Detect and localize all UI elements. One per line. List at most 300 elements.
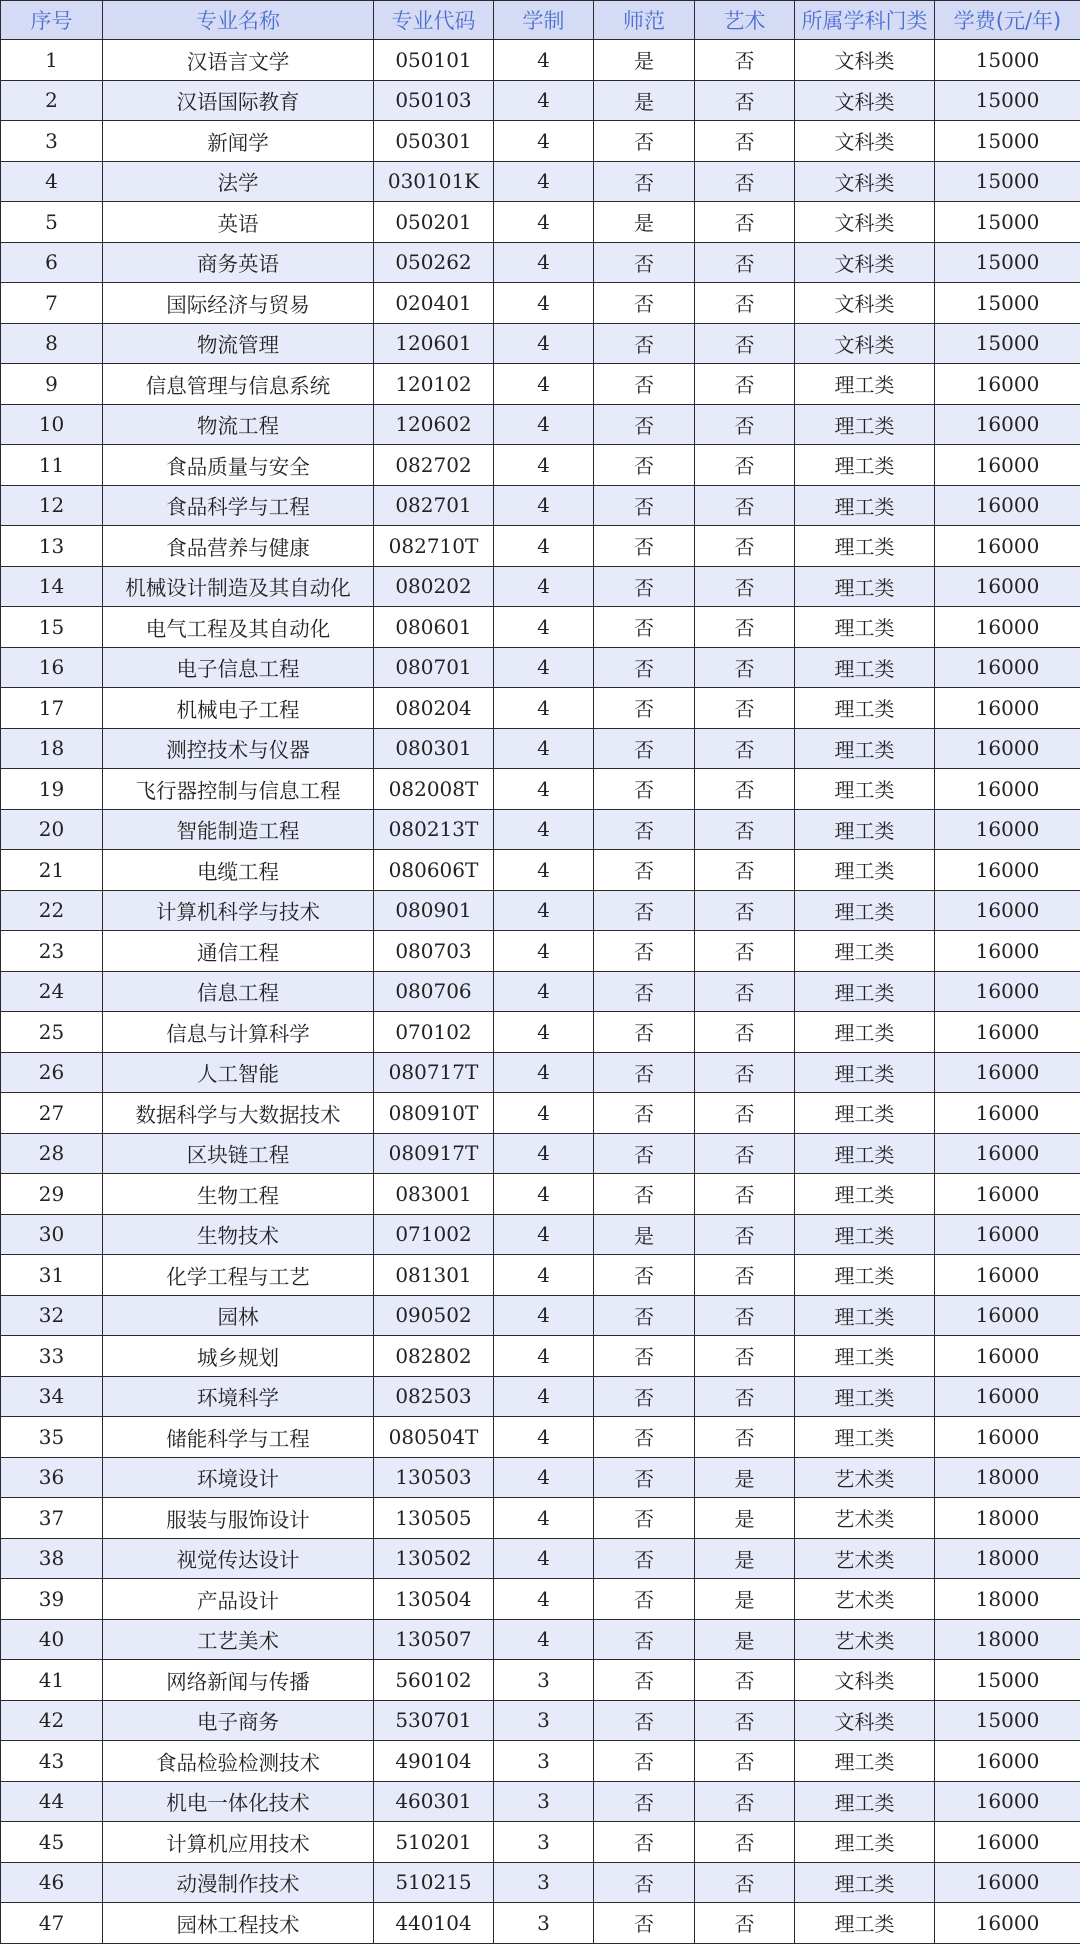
index-cell: 30 [1, 1214, 103, 1255]
duration-cell: 4 [494, 769, 594, 810]
duration-cell: 4 [494, 607, 594, 648]
major-code-cell: 070102 [374, 1012, 494, 1053]
normal-cell: 否 [594, 566, 695, 607]
normal-cell: 否 [594, 769, 695, 810]
category-cell: 文科类 [795, 323, 935, 364]
normal-cell: 否 [594, 242, 695, 283]
duration-cell: 4 [494, 1052, 594, 1093]
duration-cell: 4 [494, 890, 594, 931]
normal-cell: 否 [594, 809, 695, 850]
category-cell: 理工类 [795, 1822, 935, 1863]
major-name-cell: 电子信息工程 [103, 647, 374, 688]
table-row [1, 1174, 1080, 1215]
tuition-cell: 16000 [935, 445, 1080, 486]
major-name-cell: 电缆工程 [103, 850, 374, 891]
major-name-cell: 园林工程技术 [103, 1903, 374, 1944]
tuition-cell: 16000 [935, 1781, 1080, 1822]
tuition-cell: 16000 [935, 485, 1080, 526]
index-cell: 28 [1, 1133, 103, 1174]
duration-cell: 3 [494, 1700, 594, 1741]
index-cell: 21 [1, 850, 103, 891]
major-name-cell: 信息与计算科学 [103, 1012, 374, 1053]
index-cell: 27 [1, 1093, 103, 1134]
tuition-cell: 16000 [935, 890, 1080, 931]
duration-cell: 4 [494, 80, 594, 121]
tuition-cell: 15000 [935, 283, 1080, 324]
art-cell: 否 [695, 364, 795, 405]
category-cell: 理工类 [795, 1903, 935, 1944]
major-name-cell: 机电一体化技术 [103, 1781, 374, 1822]
duration-cell: 3 [494, 1903, 594, 1944]
category-cell: 理工类 [795, 364, 935, 405]
header-row [1, 1, 1080, 40]
art-cell: 否 [695, 404, 795, 445]
tuition-cell: 16000 [935, 688, 1080, 729]
art-cell: 否 [695, 1255, 795, 1296]
tuition-cell: 16000 [935, 404, 1080, 445]
major-code-cell: 080504T [374, 1417, 494, 1458]
art-cell: 否 [695, 485, 795, 526]
major-name-cell: 电子商务 [103, 1700, 374, 1741]
art-cell: 否 [695, 1700, 795, 1741]
category-cell: 理工类 [795, 1093, 935, 1134]
normal-cell: 是 [594, 40, 695, 81]
major-name-cell: 服装与服饰设计 [103, 1498, 374, 1539]
category-cell: 理工类 [795, 485, 935, 526]
major-code-cell: 082008T [374, 769, 494, 810]
major-name-cell: 机械设计制造及其自动化 [103, 566, 374, 607]
tuition-cell: 16000 [935, 1255, 1080, 1296]
major-name-cell: 汉语言文学 [103, 40, 374, 81]
category-cell: 文科类 [795, 1700, 935, 1741]
tuition-cell: 18000 [935, 1457, 1080, 1498]
art-cell: 否 [695, 1781, 795, 1822]
normal-cell: 否 [594, 121, 695, 162]
header-duration: 学制 [494, 1, 594, 40]
art-cell: 否 [695, 1093, 795, 1134]
major-code-cell: 050301 [374, 121, 494, 162]
duration-cell: 4 [494, 364, 594, 405]
art-cell: 否 [695, 161, 795, 202]
table-row [1, 728, 1080, 769]
table-row [1, 1052, 1080, 1093]
normal-cell: 否 [594, 364, 695, 405]
tuition-cell: 16000 [935, 1295, 1080, 1336]
tuition-cell: 18000 [935, 1579, 1080, 1620]
normal-cell: 否 [594, 283, 695, 324]
index-cell: 44 [1, 1781, 103, 1822]
major-name-cell: 数据科学与大数据技术 [103, 1093, 374, 1134]
normal-cell: 否 [594, 688, 695, 729]
art-cell: 否 [695, 445, 795, 486]
tuition-cell: 16000 [935, 1133, 1080, 1174]
art-cell: 否 [695, 1862, 795, 1903]
index-cell: 8 [1, 323, 103, 364]
index-cell: 20 [1, 809, 103, 850]
category-cell: 理工类 [795, 404, 935, 445]
duration-cell: 4 [494, 688, 594, 729]
normal-cell: 否 [594, 1660, 695, 1701]
table-row [1, 121, 1080, 162]
category-cell: 艺术类 [795, 1579, 935, 1620]
category-cell: 理工类 [795, 445, 935, 486]
normal-cell: 是 [594, 80, 695, 121]
major-code-cell: 090502 [374, 1295, 494, 1336]
table-row [1, 1417, 1080, 1458]
category-cell: 艺术类 [795, 1457, 935, 1498]
table-row [1, 242, 1080, 283]
tuition-cell: 16000 [935, 1741, 1080, 1782]
index-cell: 42 [1, 1700, 103, 1741]
normal-cell: 否 [594, 1255, 695, 1296]
tuition-cell: 16000 [935, 769, 1080, 810]
normal-cell: 否 [594, 1781, 695, 1822]
major-name-cell: 区块链工程 [103, 1133, 374, 1174]
major-code-cell: 130507 [374, 1619, 494, 1660]
duration-cell: 4 [494, 485, 594, 526]
duration-cell: 4 [494, 850, 594, 891]
art-cell: 否 [695, 283, 795, 324]
index-cell: 10 [1, 404, 103, 445]
major-code-cell: 020401 [374, 283, 494, 324]
major-name-cell: 生物技术 [103, 1214, 374, 1255]
major-code-cell: 560102 [374, 1660, 494, 1701]
index-cell: 18 [1, 728, 103, 769]
art-cell: 否 [695, 1417, 795, 1458]
major-code-cell: 120601 [374, 323, 494, 364]
category-cell: 文科类 [795, 202, 935, 243]
index-cell: 38 [1, 1538, 103, 1579]
duration-cell: 3 [494, 1822, 594, 1863]
index-cell: 43 [1, 1741, 103, 1782]
major-code-cell: 081301 [374, 1255, 494, 1296]
table-row [1, 1295, 1080, 1336]
major-code-cell: 050201 [374, 202, 494, 243]
table-row [1, 1336, 1080, 1377]
major-code-cell: 071002 [374, 1214, 494, 1255]
header-major-code: 专业代码 [374, 1, 494, 40]
table-body [1, 40, 1080, 1944]
index-cell: 37 [1, 1498, 103, 1539]
index-cell: 15 [1, 607, 103, 648]
category-cell: 理工类 [795, 647, 935, 688]
major-name-cell: 生物工程 [103, 1174, 374, 1215]
art-cell: 是 [695, 1619, 795, 1660]
duration-cell: 4 [494, 242, 594, 283]
major-code-cell: 510215 [374, 1862, 494, 1903]
index-cell: 29 [1, 1174, 103, 1215]
category-cell: 理工类 [795, 1255, 935, 1296]
category-cell: 理工类 [795, 1336, 935, 1377]
duration-cell: 4 [494, 1498, 594, 1539]
category-cell: 理工类 [795, 1133, 935, 1174]
tuition-cell: 16000 [935, 1376, 1080, 1417]
index-cell: 23 [1, 931, 103, 972]
major-code-cell: 120102 [374, 364, 494, 405]
table-row [1, 850, 1080, 891]
art-cell: 否 [695, 1012, 795, 1053]
index-cell: 41 [1, 1660, 103, 1701]
major-name-cell: 英语 [103, 202, 374, 243]
art-cell: 否 [695, 40, 795, 81]
major-name-cell: 物流工程 [103, 404, 374, 445]
normal-cell: 否 [594, 728, 695, 769]
major-name-cell: 新闻学 [103, 121, 374, 162]
major-code-cell: 080917T [374, 1133, 494, 1174]
table-row [1, 1012, 1080, 1053]
art-cell: 否 [695, 323, 795, 364]
duration-cell: 4 [494, 445, 594, 486]
table-row [1, 647, 1080, 688]
table-row [1, 1660, 1080, 1701]
category-cell: 艺术类 [795, 1498, 935, 1539]
major-name-cell: 人工智能 [103, 1052, 374, 1093]
category-cell: 文科类 [795, 161, 935, 202]
index-cell: 2 [1, 80, 103, 121]
category-cell: 理工类 [795, 769, 935, 810]
category-cell: 文科类 [795, 242, 935, 283]
category-cell: 艺术类 [795, 1538, 935, 1579]
major-name-cell: 电气工程及其自动化 [103, 607, 374, 648]
major-code-cell: 050262 [374, 242, 494, 283]
art-cell: 否 [695, 1822, 795, 1863]
major-name-cell: 环境科学 [103, 1376, 374, 1417]
index-cell: 7 [1, 283, 103, 324]
major-code-cell: 440104 [374, 1903, 494, 1944]
category-cell: 理工类 [795, 809, 935, 850]
normal-cell: 否 [594, 1457, 695, 1498]
index-cell: 36 [1, 1457, 103, 1498]
tuition-cell: 16000 [935, 1903, 1080, 1944]
major-name-cell: 国际经济与贸易 [103, 283, 374, 324]
category-cell: 理工类 [795, 971, 935, 1012]
index-cell: 46 [1, 1862, 103, 1903]
tuition-cell: 16000 [935, 971, 1080, 1012]
tuition-cell: 16000 [935, 566, 1080, 607]
major-name-cell: 视觉传达设计 [103, 1538, 374, 1579]
duration-cell: 4 [494, 1255, 594, 1296]
table-row [1, 1781, 1080, 1822]
category-cell: 文科类 [795, 121, 935, 162]
index-cell: 6 [1, 242, 103, 283]
tuition-cell: 15000 [935, 40, 1080, 81]
duration-cell: 4 [494, 121, 594, 162]
art-cell: 否 [695, 80, 795, 121]
duration-cell: 4 [494, 1336, 594, 1377]
tuition-cell: 16000 [935, 1093, 1080, 1134]
category-cell: 理工类 [795, 688, 935, 729]
duration-cell: 3 [494, 1660, 594, 1701]
major-name-cell: 园林 [103, 1295, 374, 1336]
table-row [1, 931, 1080, 972]
major-code-cell: 120602 [374, 404, 494, 445]
major-name-cell: 测控技术与仪器 [103, 728, 374, 769]
art-cell: 是 [695, 1579, 795, 1620]
major-name-cell: 储能科学与工程 [103, 1417, 374, 1458]
art-cell: 否 [695, 1660, 795, 1701]
table-row [1, 202, 1080, 243]
major-name-cell: 产品设计 [103, 1579, 374, 1620]
duration-cell: 4 [494, 526, 594, 567]
table-row [1, 1822, 1080, 1863]
normal-cell: 否 [594, 1579, 695, 1620]
art-cell: 否 [695, 202, 795, 243]
normal-cell: 否 [594, 404, 695, 445]
duration-cell: 4 [494, 647, 594, 688]
tuition-cell: 15000 [935, 242, 1080, 283]
major-code-cell: 130502 [374, 1538, 494, 1579]
category-cell: 理工类 [795, 1214, 935, 1255]
major-code-cell: 080204 [374, 688, 494, 729]
index-cell: 39 [1, 1579, 103, 1620]
index-cell: 19 [1, 769, 103, 810]
table-row [1, 80, 1080, 121]
duration-cell: 4 [494, 161, 594, 202]
major-code-cell: 082701 [374, 485, 494, 526]
index-cell: 24 [1, 971, 103, 1012]
category-cell: 理工类 [795, 607, 935, 648]
art-cell: 否 [695, 1133, 795, 1174]
table-row [1, 364, 1080, 405]
tuition-cell: 16000 [935, 1336, 1080, 1377]
tuition-cell: 16000 [935, 607, 1080, 648]
index-cell: 16 [1, 647, 103, 688]
art-cell: 否 [695, 688, 795, 729]
duration-cell: 3 [494, 1741, 594, 1782]
index-cell: 12 [1, 485, 103, 526]
table-row [1, 688, 1080, 729]
category-cell: 理工类 [795, 1417, 935, 1458]
art-cell: 否 [695, 1174, 795, 1215]
major-code-cell: 082702 [374, 445, 494, 486]
major-code-cell: 130505 [374, 1498, 494, 1539]
normal-cell: 否 [594, 161, 695, 202]
tuition-cell: 16000 [935, 1174, 1080, 1215]
normal-cell: 否 [594, 1336, 695, 1377]
tuition-cell: 16000 [935, 728, 1080, 769]
major-code-cell: 490104 [374, 1741, 494, 1782]
category-cell: 理工类 [795, 1862, 935, 1903]
major-code-cell: 080606T [374, 850, 494, 891]
table-row [1, 971, 1080, 1012]
category-cell: 理工类 [795, 1376, 935, 1417]
major-name-cell: 通信工程 [103, 931, 374, 972]
major-code-cell: 130503 [374, 1457, 494, 1498]
art-cell: 是 [695, 1498, 795, 1539]
normal-cell: 否 [594, 1822, 695, 1863]
normal-cell: 否 [594, 445, 695, 486]
category-cell: 文科类 [795, 80, 935, 121]
duration-cell: 4 [494, 1579, 594, 1620]
duration-cell: 4 [494, 40, 594, 81]
duration-cell: 4 [494, 1538, 594, 1579]
major-name-cell: 食品检验检测技术 [103, 1741, 374, 1782]
major-code-cell: 080701 [374, 647, 494, 688]
index-cell: 13 [1, 526, 103, 567]
table-row [1, 1741, 1080, 1782]
index-cell: 3 [1, 121, 103, 162]
art-cell: 否 [695, 809, 795, 850]
index-cell: 40 [1, 1619, 103, 1660]
duration-cell: 4 [494, 566, 594, 607]
tuition-cell: 15000 [935, 121, 1080, 162]
category-cell: 文科类 [795, 1660, 935, 1701]
normal-cell: 否 [594, 931, 695, 972]
normal-cell: 否 [594, 1133, 695, 1174]
index-cell: 17 [1, 688, 103, 729]
art-cell: 否 [695, 607, 795, 648]
major-name-cell: 食品质量与安全 [103, 445, 374, 486]
tuition-cell: 16000 [935, 1052, 1080, 1093]
duration-cell: 4 [494, 283, 594, 324]
major-name-cell: 信息工程 [103, 971, 374, 1012]
art-cell: 是 [695, 1457, 795, 1498]
art-cell: 否 [695, 931, 795, 972]
normal-cell: 是 [594, 202, 695, 243]
index-cell: 45 [1, 1822, 103, 1863]
duration-cell: 4 [494, 1417, 594, 1458]
normal-cell: 否 [594, 607, 695, 648]
tuition-cell: 16000 [935, 809, 1080, 850]
index-cell: 5 [1, 202, 103, 243]
category-cell: 理工类 [795, 850, 935, 891]
major-name-cell: 食品营养与健康 [103, 526, 374, 567]
tuition-cell: 15000 [935, 323, 1080, 364]
art-cell: 否 [695, 1336, 795, 1377]
major-code-cell: 083001 [374, 1174, 494, 1215]
tuition-cell: 16000 [935, 364, 1080, 405]
art-cell: 否 [695, 850, 795, 891]
normal-cell: 否 [594, 1093, 695, 1134]
table-row [1, 161, 1080, 202]
major-code-cell: 080202 [374, 566, 494, 607]
major-code-cell: 080901 [374, 890, 494, 931]
tuition-cell: 16000 [935, 526, 1080, 567]
art-cell: 否 [695, 1052, 795, 1093]
duration-cell: 3 [494, 1862, 594, 1903]
table-row [1, 607, 1080, 648]
table-row [1, 485, 1080, 526]
category-cell: 理工类 [795, 566, 935, 607]
major-name-cell: 智能制造工程 [103, 809, 374, 850]
index-cell: 11 [1, 445, 103, 486]
table-row [1, 1133, 1080, 1174]
normal-cell: 否 [594, 1376, 695, 1417]
normal-cell: 否 [594, 890, 695, 931]
table-row [1, 1457, 1080, 1498]
category-cell: 理工类 [795, 1052, 935, 1093]
index-cell: 47 [1, 1903, 103, 1944]
duration-cell: 3 [494, 1781, 594, 1822]
header-index: 序号 [1, 1, 103, 40]
normal-cell: 否 [594, 1012, 695, 1053]
major-name-cell: 飞行器控制与信息工程 [103, 769, 374, 810]
major-name-cell: 计算机科学与技术 [103, 890, 374, 931]
table-row [1, 1538, 1080, 1579]
table-row [1, 1214, 1080, 1255]
major-name-cell: 动漫制作技术 [103, 1862, 374, 1903]
tuition-cell: 16000 [935, 931, 1080, 972]
tuition-cell: 16000 [935, 850, 1080, 891]
major-name-cell: 工艺美术 [103, 1619, 374, 1660]
index-cell: 22 [1, 890, 103, 931]
art-cell: 否 [695, 121, 795, 162]
duration-cell: 4 [494, 202, 594, 243]
index-cell: 32 [1, 1295, 103, 1336]
index-cell: 1 [1, 40, 103, 81]
art-cell: 否 [695, 242, 795, 283]
index-cell: 14 [1, 566, 103, 607]
